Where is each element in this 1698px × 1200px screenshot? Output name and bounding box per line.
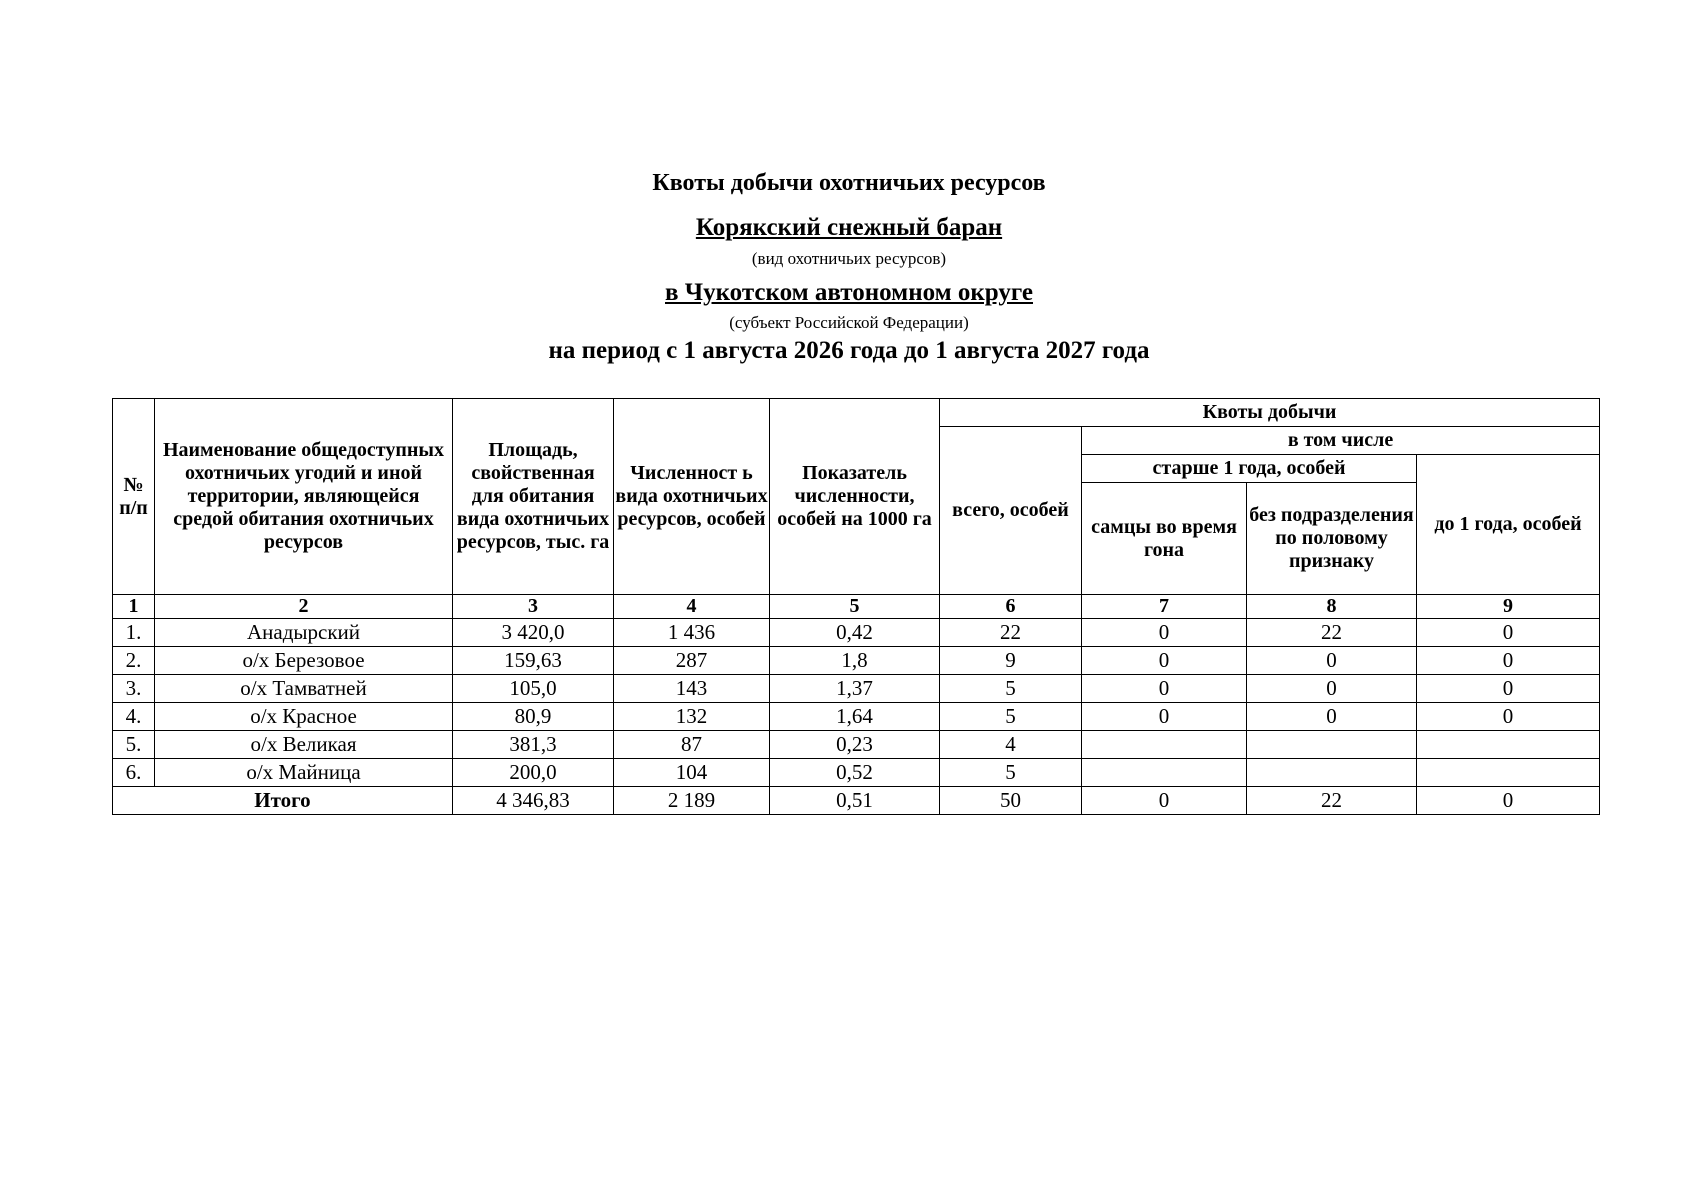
under-one-cell: 0 — [1417, 703, 1600, 731]
row-index: 6. — [113, 759, 155, 787]
density-cell: 0,42 — [770, 619, 940, 647]
under-one-cell — [1417, 731, 1600, 759]
area-cell: 3 420,0 — [453, 619, 614, 647]
territory-name: о/х Великая — [155, 731, 453, 759]
header-total: всего, особей — [940, 427, 1082, 595]
no-sex-split-cell: 22 — [1247, 619, 1417, 647]
no-sex-split-cell: 0 — [1247, 675, 1417, 703]
total-quota-cell: 50 — [940, 787, 1082, 815]
header-older: старше 1 года, особей — [1082, 455, 1417, 483]
no-sex-split-cell: 0 — [1247, 703, 1417, 731]
header-num: № п/п — [113, 399, 155, 595]
quota-total-cell: 22 — [940, 619, 1082, 647]
population-cell: 104 — [614, 759, 770, 787]
no-sex-split-cell — [1247, 759, 1417, 787]
table-row — [113, 759, 1600, 787]
no-sex-split-cell: 0 — [1247, 647, 1417, 675]
under-one-cell: 0 — [1417, 619, 1600, 647]
quota-total-cell: 5 — [940, 675, 1082, 703]
header-including: в том числе — [1082, 427, 1600, 455]
column-number: 4 — [614, 595, 770, 619]
row-index: 5. — [113, 731, 155, 759]
period-line: на период с 1 августа 2026 года до 1 августа 2027 года — [548, 337, 1150, 364]
density-cell: 1,64 — [770, 703, 940, 731]
territory-name: Анадырский — [155, 619, 453, 647]
table-row — [113, 647, 1600, 675]
population-cell: 1 436 — [614, 619, 770, 647]
row-index: 1. — [113, 619, 155, 647]
row-index: 4. — [113, 703, 155, 731]
territory-name: о/х Майница — [155, 759, 453, 787]
under-one-cell: 0 — [1417, 647, 1600, 675]
column-number: 6 — [940, 595, 1082, 619]
table-row — [113, 675, 1600, 703]
total-under-one-cell: 0 — [1417, 787, 1600, 815]
density-cell: 0,23 — [770, 731, 940, 759]
table-row — [113, 619, 1600, 647]
quota-table — [112, 398, 1600, 815]
males-rut-cell: 0 — [1082, 675, 1247, 703]
population-cell: 87 — [614, 731, 770, 759]
total-label: Итого — [113, 787, 453, 815]
total-population-cell: 2 189 — [614, 787, 770, 815]
column-number: 8 — [1247, 595, 1417, 619]
header-under-one: до 1 года, особей — [1417, 455, 1600, 595]
column-number: 5 — [770, 595, 940, 619]
area-cell: 381,3 — [453, 731, 614, 759]
column-number: 1 — [113, 595, 155, 619]
species-caption: (вид охотничьих ресурсов) — [751, 249, 947, 268]
area-cell: 105,0 — [453, 675, 614, 703]
males-rut-cell: 0 — [1082, 619, 1247, 647]
header-males-rut: самцы во время гона — [1082, 483, 1247, 595]
area-cell: 200,0 — [453, 759, 614, 787]
area-cell: 80,9 — [453, 703, 614, 731]
males-rut-cell — [1082, 731, 1247, 759]
total-row — [113, 787, 1600, 815]
column-number: 7 — [1082, 595, 1247, 619]
total-no-sex-split-cell: 22 — [1247, 787, 1417, 815]
row-index: 2. — [113, 647, 155, 675]
total-area-cell: 4 346,83 — [453, 787, 614, 815]
population-cell: 143 — [614, 675, 770, 703]
population-cell: 132 — [614, 703, 770, 731]
column-number: 3 — [453, 595, 614, 619]
density-cell: 0,52 — [770, 759, 940, 787]
quota-total-cell: 4 — [940, 731, 1082, 759]
territory-name: о/х Тамватней — [155, 675, 453, 703]
area-cell: 159,63 — [453, 647, 614, 675]
quota-total-cell: 5 — [940, 759, 1082, 787]
header-quotas: Квоты добычи — [940, 399, 1600, 427]
table-row — [113, 731, 1600, 759]
region-caption: (субъект Российской Федерации) — [729, 313, 969, 332]
territory-name: о/х Красное — [155, 703, 453, 731]
density-cell: 1,8 — [770, 647, 940, 675]
density-cell: 1,37 — [770, 675, 940, 703]
total-density-cell: 0,51 — [770, 787, 940, 815]
males-rut-cell: 0 — [1082, 703, 1247, 731]
males-rut-cell: 0 — [1082, 647, 1247, 675]
header-density: Показатель численности, особей на 1000 га — [770, 399, 940, 595]
region-name: в Чукотском автономном округе — [665, 279, 1033, 306]
column-number: 9 — [1417, 595, 1600, 619]
territory-name: о/х Березовое — [155, 647, 453, 675]
header-no-sex-split: без подразделения по половому признаку — [1247, 483, 1417, 595]
no-sex-split-cell — [1247, 731, 1417, 759]
under-one-cell: 0 — [1417, 675, 1600, 703]
population-cell: 287 — [614, 647, 770, 675]
column-number: 2 — [155, 595, 453, 619]
document-title: Квоты добычи охотничьих ресурсов — [652, 170, 1046, 196]
males-rut-cell — [1082, 759, 1247, 787]
total-males-rut-cell: 0 — [1082, 787, 1247, 815]
under-one-cell — [1417, 759, 1600, 787]
quota-total-cell: 9 — [940, 647, 1082, 675]
species-name: Корякский снежный баран — [695, 214, 1003, 241]
quota-total-cell: 5 — [940, 703, 1082, 731]
header-area: Площадь, свойственная для обитания вида охотничьих ресурсов, тыс. га — [453, 399, 614, 595]
column-number-row — [113, 595, 1600, 619]
table-row — [113, 703, 1600, 731]
row-index: 3. — [113, 675, 155, 703]
header-population: Численност ь вида охотничьих ресурсов, особей — [614, 399, 770, 595]
header-name: Наименование общедоступных охотничьих угодий и иной территории, являющейся средой обитания охотничьих ресурсов — [155, 399, 453, 595]
